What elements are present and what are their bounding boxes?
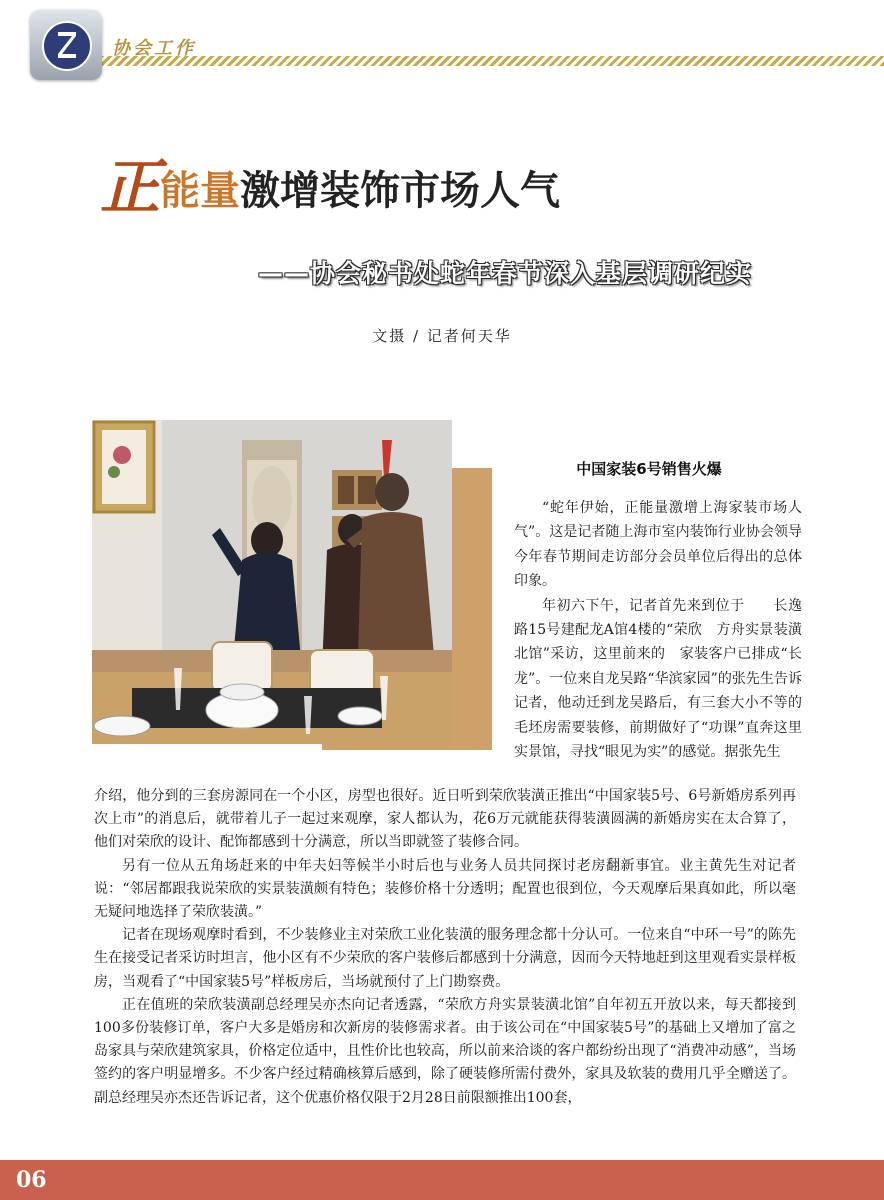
title-highlight-first: 正 <box>100 153 160 223</box>
footer-bar <box>0 1160 884 1200</box>
title-main: 激增装饰市场人气 <box>240 168 560 214</box>
logo-badge <box>30 10 102 80</box>
association-logo-icon <box>42 21 92 71</box>
main-paragraph: 介绍，他分到的三套房源同在一个小区，房型也很好。近日听到荣欣装潢正推出“中国家装5号、6号新婚房系列再次上市”的消息后，就带着儿子一起过来观摩，家人都认为，花6万元就能获得装潢圆满的新婚房实在太合算了，他们对荣欣的设计、配饰都感到十分满意，所以当即就签了装修合同。 <box>94 788 796 851</box>
page-number: 06 <box>16 1167 47 1193</box>
article-title <box>100 140 560 226</box>
header-stripe <box>100 56 884 66</box>
byline: 文摄 / 记者何天华 <box>372 327 512 345</box>
side-paragraph: 年初六下午，记者首先来到位于 长逸路15号建配龙A馆4楼的“荣欣 方舟实景装潢北馆”采访，这里前来的 家装客户已排成“长龙”。一位来自龙吴路“华滨家园”的张先生告诉记者，他动迁到龙吴路后，有三套大小不等的 毛坯房需要装修，前期做好了“功课”直奔这里实景馆，寻找“眼见为实”的感觉。据张先生 <box>514 597 830 761</box>
side-paragraph: “蛇年伊始，正能量激增上海家装市场人气”。这是记者随上海市室内装饰行业协会领导今年春节期间走访部分会员单位后得出的总体印象。 <box>514 500 802 590</box>
article-photo <box>92 420 452 744</box>
main-paragraph: 另有一位从五角场赶来的中年夫妇等候半小时后也与业务人员共同探讨老房翻新事宜。业主黄先生对记者说：“邻居都跟我说荣欣的实景装潢颇有特色；装修价格十分透明；配置也很到位，今天观摩后果真如此，所以毫无疑问地选择了荣欣装潢。” <box>94 857 796 921</box>
article-subtitle: ——协会秘书处蛇年春节深入基层调研纪实 <box>258 259 753 288</box>
title-highlight-second: 能量 <box>160 168 240 214</box>
main-paragraph: 记者在现场观摩时看到，不少装修业主对荣欣工业化装潢的服务理念都十分认可。一位来自“中环一号”的陈先生在接受记者采访时坦言，他小区有不少荣欣的客户装修后都感到十分满意，因而今天特地赶到这里观看实景样板房，当观看了“中国家装5号”样板房后，当场就预付了上门勘察费。 <box>94 927 796 990</box>
side-column <box>514 496 830 764</box>
main-column <box>94 785 796 1110</box>
main-paragraph: 正在值班的荣欣装潢副总经理吴亦杰向记者透露，“荣欣方舟实景装潢北馆”自年初五开放以来，每天都接到100多份装修订单，客户大多是婚房和次新房的装修需求者。由于该公司在“中国家装5号”的基础上又增加了富之岛家具与荣欣建筑家具，价格定位适中，且性价比也较高，所以前来洽谈的客户都纷纷出现了“消费冲动感”，当场签约的客户明显增多。不少客户经过精确核算后感到，除了硬装修所需付费外，家具及软装的费用几乎全赠送了。副总经理吴亦杰还告诉记者，这个优惠价格仅限于2月28日前限额推出100套， <box>94 996 796 1106</box>
section-label: 协会工作 <box>112 38 196 59</box>
side-heading: 中国家装6号销售火爆 <box>576 460 722 478</box>
